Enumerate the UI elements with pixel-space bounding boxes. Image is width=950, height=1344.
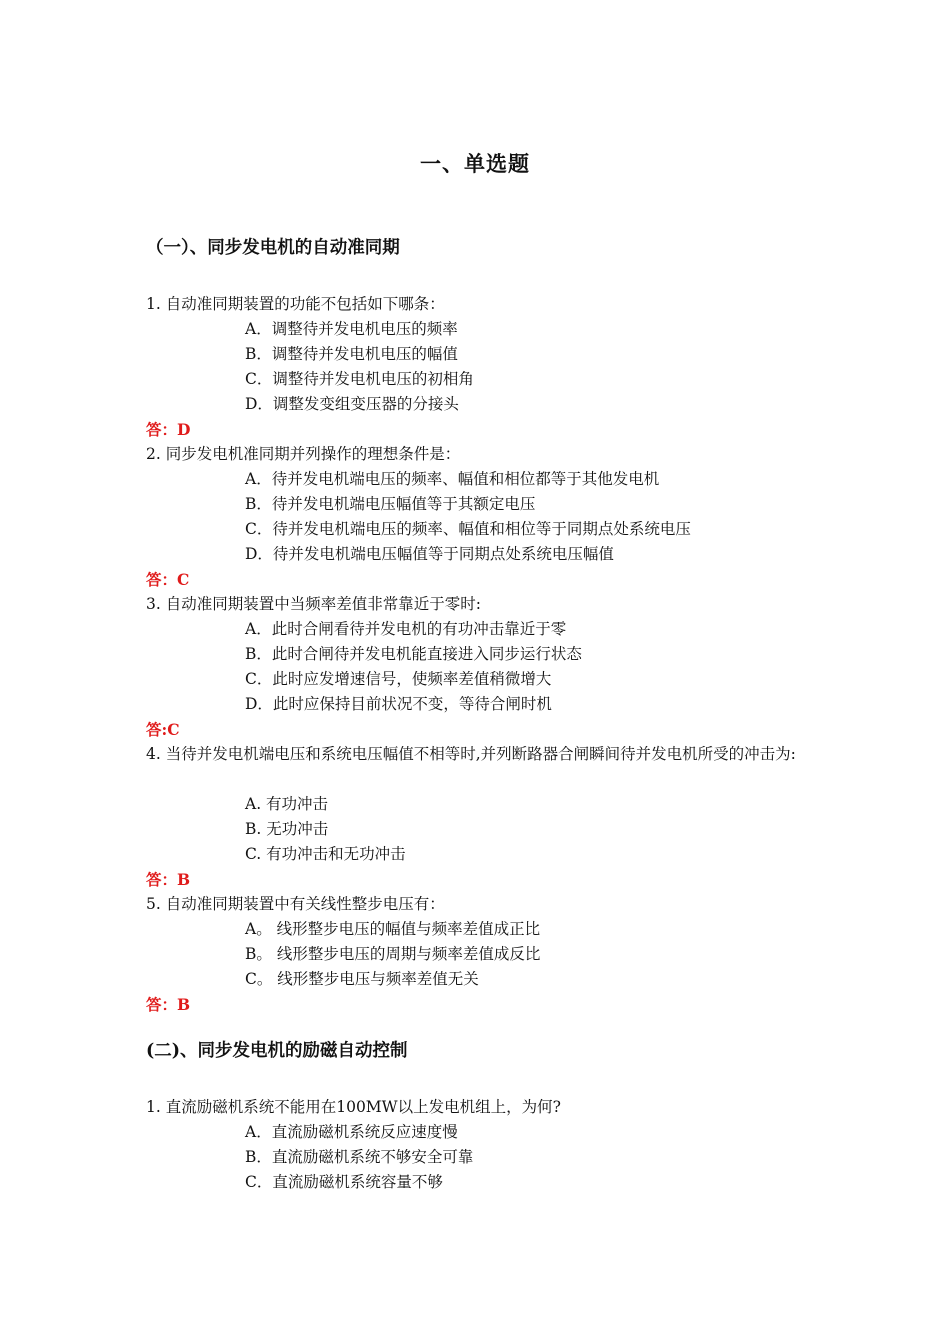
- option-a: A. 有功冲击: [245, 795, 329, 813]
- option-a: A。 线形整步电压的幅值与频率差值成正比: [245, 920, 541, 938]
- question-stem: 4. 当待并发电机端电压和系统电压幅值不相等时,并列断路器合闸瞬间待并发电机所受的冲击为:: [146, 745, 796, 763]
- question-stem: 1. 自动准同期装置的功能不包括如下哪条：: [146, 295, 445, 313]
- option-c: C．此时应发增速信号，使频率差值稍微增大: [245, 670, 552, 688]
- option-b: B. 无功冲击: [245, 820, 329, 838]
- answer: 答：D: [146, 420, 191, 439]
- option-d: D．此时应保持目前状况不变，等待合闸时机: [245, 695, 552, 713]
- option-b: B。 线形整步电压的周期与频率差值成反比: [245, 945, 541, 963]
- option-d: D．调整发变组变压器的分接头: [245, 395, 459, 413]
- option-c: C。 线形整步电压与频率差值无关: [245, 970, 479, 988]
- option-c: C．直流励磁机系统容量不够: [245, 1173, 443, 1191]
- answer: 答：C: [146, 570, 190, 589]
- option-b: B．调整待并发电机电压的幅值: [245, 345, 458, 363]
- option-c: C．调整待并发电机电压的初相角: [245, 370, 474, 388]
- question-stem: 2. 同步发电机准同期并列操作的理想条件是：: [146, 445, 461, 463]
- option-a: A．调整待并发电机电压的频率: [245, 320, 458, 338]
- option-a: A．待并发电机端电压的频率、幅值和相位都等于其他发电机: [245, 470, 660, 488]
- option-a: A．此时合闸看待并发电机的有功冲击靠近于零: [245, 620, 567, 638]
- option-c: C. 有功冲击和无功冲击: [245, 845, 406, 863]
- page-title: 一、单选题: [420, 151, 530, 176]
- answer: 答：B: [146, 870, 191, 889]
- question-stem: 3. 自动准同期装置中当频率差值非常靠近于零时:: [146, 595, 481, 613]
- option-b: B．此时合闸待并发电机能直接进入同步运行状态: [245, 645, 582, 663]
- question-stem: 1. 直流励磁机系统不能用在100MW以上发电机组上，为何?: [146, 1098, 561, 1116]
- question-stem: 5. 自动准同期装置中有关线性整步电压有：: [146, 895, 445, 913]
- option-d: D．待并发电机端电压幅值等于同期点处系统电压幅值: [245, 545, 614, 563]
- answer: 答：B: [146, 995, 191, 1014]
- option-b: B．直流励磁机系统不够安全可靠: [245, 1148, 474, 1166]
- option-a: A．直流励磁机系统反应速度慢: [245, 1123, 458, 1141]
- section-heading-1: （一）、同步发电机的自动准同期: [146, 238, 400, 258]
- answer: 答:C: [146, 720, 180, 739]
- section-heading-2: (二)、同步发电机的励磁自动控制: [146, 1041, 408, 1061]
- option-b: B．待并发电机端电压幅值等于其额定电压: [245, 495, 536, 513]
- option-c: C．待并发电机端电压的频率、幅值和相位等于同期点处系统电压: [245, 520, 691, 538]
